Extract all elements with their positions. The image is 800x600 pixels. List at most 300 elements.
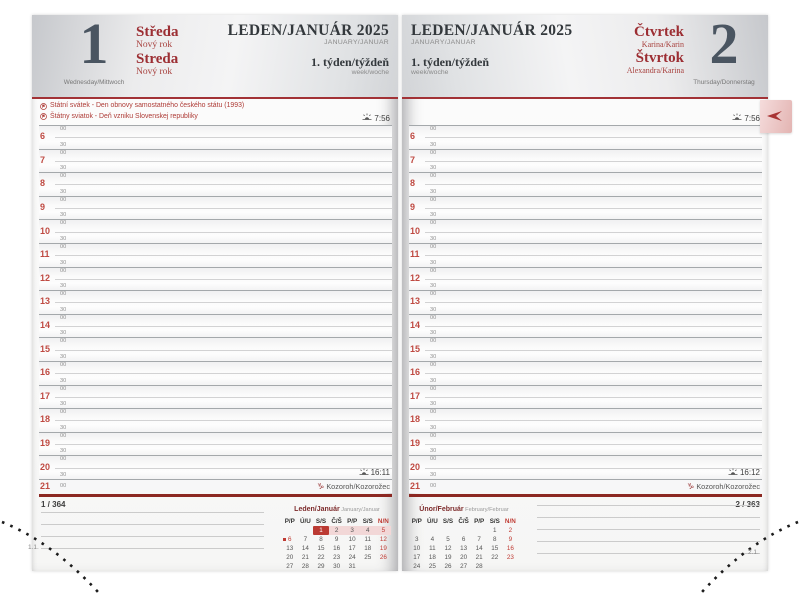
half-hour-line (425, 137, 762, 138)
corner-tear-date-right: 2.1. (748, 549, 759, 556)
half-hour-label: 30 (430, 448, 437, 455)
hour-number: 8 (410, 178, 416, 189)
left-page-header (32, 11, 398, 97)
month-block (411, 23, 572, 76)
day-number: 2 (709, 11, 739, 76)
calendar-day-header: P/P (347, 518, 358, 525)
half-hour-line (425, 161, 762, 162)
month-subtitle: JANUARY/JANUAR (411, 39, 476, 46)
calendar-empty-cell (282, 526, 298, 535)
half-hour-line (55, 279, 392, 280)
hour-row-16 (409, 361, 762, 385)
day-name-czech: Středa (136, 24, 179, 40)
half-hour-label: 30 (430, 141, 437, 148)
hour-number: 13 (410, 296, 421, 307)
calendar-day-header: Č/Š (458, 518, 469, 525)
calendar-day-cell: 21 (301, 554, 309, 561)
hour-row-21 (39, 479, 392, 493)
calendar-day-cell: 27 (460, 563, 468, 570)
calendar-day-cell: 22 (491, 554, 499, 561)
hour-minutes-label: 00 (430, 338, 437, 345)
hour-number: 16 (410, 367, 421, 378)
half-hour-label: 30 (60, 235, 67, 242)
half-hour-label: 30 (430, 235, 437, 242)
hour-number: 18 (410, 414, 421, 425)
hour-number: 16 (40, 367, 51, 378)
hour-minutes-label: 00 (60, 385, 67, 392)
calendar-day-cell: 1 (313, 526, 329, 535)
half-hour-label: 30 (60, 259, 67, 266)
calendar-week-row (282, 526, 392, 535)
note-line (41, 548, 264, 549)
hour-row-15 (409, 337, 762, 361)
half-hour-label: 30 (60, 188, 67, 195)
hour-row-18 (409, 408, 762, 432)
calendar-day-cell: 6 (461, 536, 466, 543)
calendar-day-cell: 6 (282, 535, 298, 544)
note-line (41, 524, 264, 525)
hour-number: 15 (410, 343, 421, 354)
corner-tear-date-left: 1.1. (28, 544, 39, 551)
zodiac-row (317, 482, 390, 491)
day-names-block (627, 24, 684, 76)
holiday-text: Štátny sviatok - Deň vzniku Slovenskej republiky (50, 112, 198, 120)
calendar-day-header: S/S (315, 518, 327, 525)
calendar-week-row (409, 535, 519, 544)
hour-minutes-label: 00 (60, 126, 67, 132)
sunset-icon (359, 468, 369, 478)
day-number: 1 (79, 11, 109, 76)
calendar-day-cell: 24 (348, 554, 356, 561)
hour-row-15 (39, 337, 392, 361)
hour-minutes-label: 00 (430, 220, 437, 227)
calendar-day-cell: 19 (379, 545, 387, 552)
calendar-day-header: S/S (362, 518, 373, 525)
sunrise-time: 7:56 (374, 113, 390, 123)
half-hour-line (425, 468, 762, 469)
half-hour-label: 30 (430, 212, 437, 219)
hours-grid (39, 125, 392, 479)
hour-minutes-label: 00 (430, 173, 437, 180)
half-hour-label: 30 (60, 471, 67, 478)
day-name-slovak: Štvrtok (635, 50, 684, 66)
calendar-day-cell: 20 (286, 554, 294, 561)
hour-minutes-label: 00 (60, 220, 67, 227)
month-title: LEDEN/JANUÁR 2025 (227, 22, 389, 39)
half-hour-line (425, 420, 762, 421)
calendar-day-cell: 5 (446, 536, 450, 543)
hour-number: 9 (410, 202, 416, 213)
half-hour-label: 30 (60, 448, 67, 455)
hour-number: 20 (40, 461, 51, 472)
calendar-day-cell: 18 (428, 554, 436, 561)
half-hour-line (55, 444, 392, 445)
hour-minutes-label: 00 (60, 243, 67, 250)
mini-calendar-day-headers (282, 517, 392, 526)
holiday-section (39, 99, 392, 125)
sunrise-time: 7:56 (744, 113, 760, 123)
hour-row-6 (39, 125, 392, 149)
hour-minutes-label: 00 (430, 126, 437, 132)
half-hour-line (55, 232, 392, 233)
hour-row-9 (39, 196, 392, 220)
right-page-footer (409, 497, 762, 571)
calendar-week-row (282, 535, 392, 544)
calendar-empty-cell (440, 526, 456, 535)
calendar-day-cell: 9 (334, 536, 339, 543)
hour-minutes-label: 00 (430, 432, 437, 439)
half-hour-line (425, 208, 762, 209)
calendar-week-row (282, 553, 392, 562)
hour-row-17 (39, 385, 392, 409)
holiday-name-czech: Nový rok (136, 40, 173, 50)
hour-minutes-label: 00 (60, 267, 67, 274)
half-hour-label: 30 (430, 283, 437, 290)
calendar-day-cell: 25 (364, 554, 372, 561)
hour-row-13 (39, 290, 392, 314)
calendar-day-cell: 2 (508, 527, 513, 534)
calendar-day-cell: 7 (477, 536, 481, 543)
calendar-day-cell: 4 (430, 536, 435, 543)
day-name-czech: Čtvrtek (634, 24, 684, 40)
note-line (537, 529, 760, 530)
holiday-line-czech (39, 101, 392, 112)
day-name-slovak: Streda (136, 51, 179, 67)
mini-calendar-day-headers (409, 517, 519, 526)
hour-minutes-label: 00 (430, 456, 437, 463)
calendar-day-cell: 14 (475, 545, 483, 552)
half-hour-line (55, 137, 392, 138)
calendar-week-row (282, 562, 392, 571)
hour-row-20 (409, 455, 762, 479)
day-name-en-de: Thursday/Donnerstag (693, 79, 755, 86)
calendar-day-cell: 5 (376, 526, 392, 535)
nameday-czech: Karina/Karin (641, 40, 684, 49)
calendar-day-header: P/P (284, 518, 295, 525)
hour-minutes-label: 00 (430, 409, 437, 416)
bookmark-arrow-icon (763, 109, 785, 123)
sunrise-time-row (732, 113, 760, 123)
sunset-time: 16:12 (739, 468, 760, 478)
hours-grid (409, 125, 762, 479)
calendar-week-row (409, 562, 519, 571)
half-hour-line (425, 444, 762, 445)
hour-number: 11 (40, 249, 50, 260)
hour-number: 9 (40, 202, 46, 213)
subhead-section (409, 99, 762, 125)
hour-row-13 (409, 290, 762, 314)
hour-number: 21 (410, 481, 421, 491)
calendar-day-cell: 15 (491, 545, 499, 552)
hour-minutes-label: 00 (430, 267, 437, 274)
zodiac-name: Kozoroh/Kozorožec (696, 482, 760, 491)
calendar-day-cell: 13 (460, 545, 468, 552)
hour-number: 15 (40, 343, 51, 354)
calendar-day-cell: 1 (493, 527, 497, 534)
hour-minutes-label: 00 (430, 361, 437, 368)
calendar-day-header: Ú/U (299, 518, 311, 525)
calendar-day-header: N/N (504, 518, 516, 525)
hour-row-10 (39, 219, 392, 243)
hour-minutes-label: 00 (430, 314, 437, 321)
holiday-text: Státní svátek - Den obnovy samostatného českého státu (1993) (50, 102, 245, 109)
hour-number: 12 (40, 273, 51, 284)
hour-number: 12 (410, 273, 421, 284)
hour-minutes-label: 00 (430, 149, 437, 156)
page-number: 1 / 364 (41, 500, 66, 509)
day-names-block (136, 24, 179, 78)
hour-number: 20 (410, 461, 421, 472)
calendar-day-header: Ú/U (426, 518, 438, 525)
diary-page-right (402, 11, 768, 571)
half-hour-line (55, 326, 392, 327)
half-hour-label: 30 (430, 188, 437, 195)
hour-row-21 (409, 479, 762, 493)
hour-number: 8 (40, 178, 46, 189)
half-hour-label: 30 (430, 165, 437, 172)
day-name-en-de: Wednesday/Mittwoch (63, 79, 125, 86)
capricorn-icon: ♑ (317, 482, 325, 491)
calendar-empty-cell (376, 562, 392, 571)
calendar-empty-cell (487, 562, 503, 571)
hour-minutes-label: 00 (60, 338, 67, 345)
half-hour-label: 30 (60, 377, 67, 384)
half-hour-line (425, 373, 762, 374)
half-hour-line (425, 350, 762, 351)
calendar-day-cell: 18 (364, 545, 372, 552)
half-hour-line (425, 184, 762, 185)
calendar-day-cell: 21 (475, 554, 483, 561)
calendar-day-cell: 22 (317, 554, 325, 561)
calendar-week-row (409, 553, 519, 562)
left-page-footer (39, 497, 392, 571)
page-number: 2 / 363 (735, 500, 760, 509)
hour-number: 18 (40, 414, 51, 425)
half-hour-label: 30 (430, 424, 437, 431)
mini-calendar (409, 498, 519, 571)
half-hour-line (55, 161, 392, 162)
hour-number: 19 (40, 438, 51, 449)
bookmark-tab (760, 100, 792, 133)
calendar-day-cell: 11 (429, 545, 436, 552)
calendar-day-header: N/N (377, 518, 389, 525)
hour-row-7 (39, 149, 392, 173)
calendar-day-header: P/P (474, 518, 485, 525)
calendar-day-cell: 12 (444, 545, 452, 552)
half-hour-label: 30 (60, 165, 67, 172)
calendar-day-cell: 11 (364, 536, 372, 543)
week-title: 1. týden/týždeň (411, 55, 489, 69)
calendar-empty-cell (298, 526, 314, 535)
calendar-day-cell: 2 (329, 526, 345, 535)
calendar-day-cell: 3 (415, 536, 419, 543)
week-subtitle: week/woche (351, 69, 389, 76)
hour-row-12 (39, 267, 392, 291)
holiday-name-slovak: Nový rok (136, 67, 173, 77)
hour-minutes-label: 00 (60, 409, 67, 416)
hour-minutes-label: 00 (60, 361, 67, 368)
hour-minutes-label: 00 (60, 291, 67, 298)
hour-row-11 (409, 243, 762, 267)
holiday-flag-icon (40, 113, 47, 120)
calendar-week-row (409, 526, 519, 535)
mini-calendar-title: Leden/Január January/Januar (294, 506, 380, 513)
calendar-empty-cell (425, 526, 441, 535)
calendar-day-cell: 16 (333, 545, 341, 552)
half-hour-label: 30 (430, 330, 437, 337)
half-hour-line (55, 373, 392, 374)
calendar-week-row (282, 544, 392, 553)
hour-row-9 (409, 196, 762, 220)
hour-row-7 (409, 149, 762, 173)
hour-row-10 (409, 219, 762, 243)
zodiac-name: Kozoroh/Kozorožec (326, 482, 390, 491)
calendar-day-cell: 24 (413, 563, 421, 570)
sunset-icon (728, 468, 738, 478)
hour-minutes-label: 00 (60, 432, 67, 439)
holiday-line-slovak (39, 112, 392, 123)
hour-number: 6 (40, 131, 46, 142)
calendar-day-cell: 19 (444, 554, 452, 561)
calendar-day-cell: 14 (301, 545, 309, 552)
hour-row-8 (409, 172, 762, 196)
calendar-day-cell: 17 (413, 554, 421, 561)
calendar-day-cell: 29 (317, 563, 325, 570)
calendar-day-cell: 28 (301, 563, 309, 570)
half-hour-line (425, 255, 762, 256)
hour-number: 17 (40, 391, 51, 402)
sunset-time: 16:11 (370, 468, 390, 478)
half-hour-line (55, 420, 392, 421)
note-line (41, 536, 264, 537)
hour-minutes-label: 00 (60, 314, 67, 321)
calendar-day-header: S/S (489, 518, 500, 525)
calendar-week-row (409, 544, 519, 553)
hour-minutes-label: 00 (430, 196, 437, 203)
calendar-day-cell: 27 (286, 563, 294, 570)
hour-row-14 (39, 314, 392, 338)
calendar-day-cell: 13 (286, 545, 294, 552)
calendar-empty-cell (503, 562, 519, 571)
hour-number: 7 (410, 155, 416, 166)
hour-number: 19 (410, 438, 421, 449)
week-subtitle: week/woche (411, 69, 449, 76)
half-hour-label: 30 (430, 377, 437, 384)
note-line (537, 541, 760, 542)
half-hour-line (425, 397, 762, 398)
calendar-day-cell: 7 (303, 536, 308, 543)
half-hour-line (425, 326, 762, 327)
hour-minutes-label: 00 (60, 149, 67, 156)
half-hour-label: 30 (430, 471, 437, 478)
half-hour-line (55, 255, 392, 256)
hour-row-14 (409, 314, 762, 338)
half-hour-label: 30 (60, 401, 67, 408)
calendar-empty-cell (456, 526, 472, 535)
hour-number: 7 (40, 155, 46, 166)
half-hour-line (55, 350, 392, 351)
calendar-empty-cell (409, 526, 425, 535)
month-block (228, 23, 389, 76)
calendar-day-cell: 23 (506, 554, 514, 561)
sunrise-icon (732, 113, 742, 123)
hour-minutes-label: 00 (430, 385, 437, 392)
week-title: 1. týden/týždeň (311, 55, 389, 69)
right-page-header (402, 11, 768, 97)
hour-minutes-label: 00 (430, 483, 437, 489)
hour-number: 11 (410, 249, 420, 260)
calendar-day-cell: 20 (460, 554, 468, 561)
half-hour-line (425, 302, 762, 303)
hour-number: 6 (410, 131, 416, 142)
calendar-day-cell: 15 (317, 545, 325, 552)
calendar-day-cell: 8 (493, 536, 497, 543)
note-line (537, 505, 760, 506)
hour-row-8 (39, 172, 392, 196)
half-hour-line (55, 468, 392, 469)
hour-minutes-label: 00 (60, 173, 67, 180)
note-line (537, 517, 760, 518)
hour-number: 14 (40, 320, 51, 331)
half-hour-label: 30 (60, 141, 67, 148)
half-hour-label: 30 (60, 424, 67, 431)
calendar-day-cell: 26 (379, 554, 387, 561)
zodiac-row (687, 482, 760, 491)
calendar-day-cell: 28 (475, 563, 483, 570)
half-hour-label: 30 (430, 353, 437, 360)
calendar-day-cell: 25 (428, 563, 436, 570)
half-hour-line (425, 279, 762, 280)
mini-calendar (282, 498, 392, 571)
calendar-day-cell: 16 (506, 545, 514, 552)
hour-number: 14 (410, 320, 421, 331)
half-hour-label: 30 (430, 259, 437, 266)
calendar-day-cell: 31 (348, 563, 356, 570)
hour-row-16 (39, 361, 392, 385)
hour-row-20 (39, 455, 392, 479)
half-hour-label: 30 (430, 401, 437, 408)
hour-minutes-label: 00 (60, 196, 67, 203)
month-title: LEDEN/JANUÁR 2025 (411, 22, 573, 39)
half-hour-label: 30 (60, 330, 67, 337)
hour-row-19 (409, 432, 762, 456)
calendar-day-cell: 10 (348, 536, 356, 543)
half-hour-label: 30 (430, 306, 437, 313)
calendar-day-cell: 23 (333, 554, 341, 561)
diary-page-left (32, 11, 398, 571)
note-line (537, 553, 760, 554)
calendar-day-header: Č/Š (331, 518, 342, 525)
calendar-day-header: P/P (411, 518, 422, 525)
half-hour-line (55, 397, 392, 398)
calendar-day-cell: 10 (413, 545, 421, 552)
month-subtitle: JANUARY/JANUAR (324, 39, 389, 46)
calendar-day-header: S/S (442, 518, 454, 525)
sunrise-time-row (362, 113, 390, 123)
half-hour-label: 30 (60, 283, 67, 290)
calendar-day-cell: 9 (508, 536, 513, 543)
sunset-time-row (359, 468, 390, 478)
calendar-day-cell: 4 (360, 526, 376, 535)
holiday-flag-icon (40, 103, 47, 110)
calendar-empty-cell (471, 526, 487, 535)
hour-minutes-label: 00 (430, 291, 437, 298)
half-hour-line (55, 184, 392, 185)
hour-row-17 (409, 385, 762, 409)
half-hour-label: 30 (60, 212, 67, 219)
sunset-time-row (728, 468, 760, 478)
sunrise-icon (362, 113, 372, 123)
